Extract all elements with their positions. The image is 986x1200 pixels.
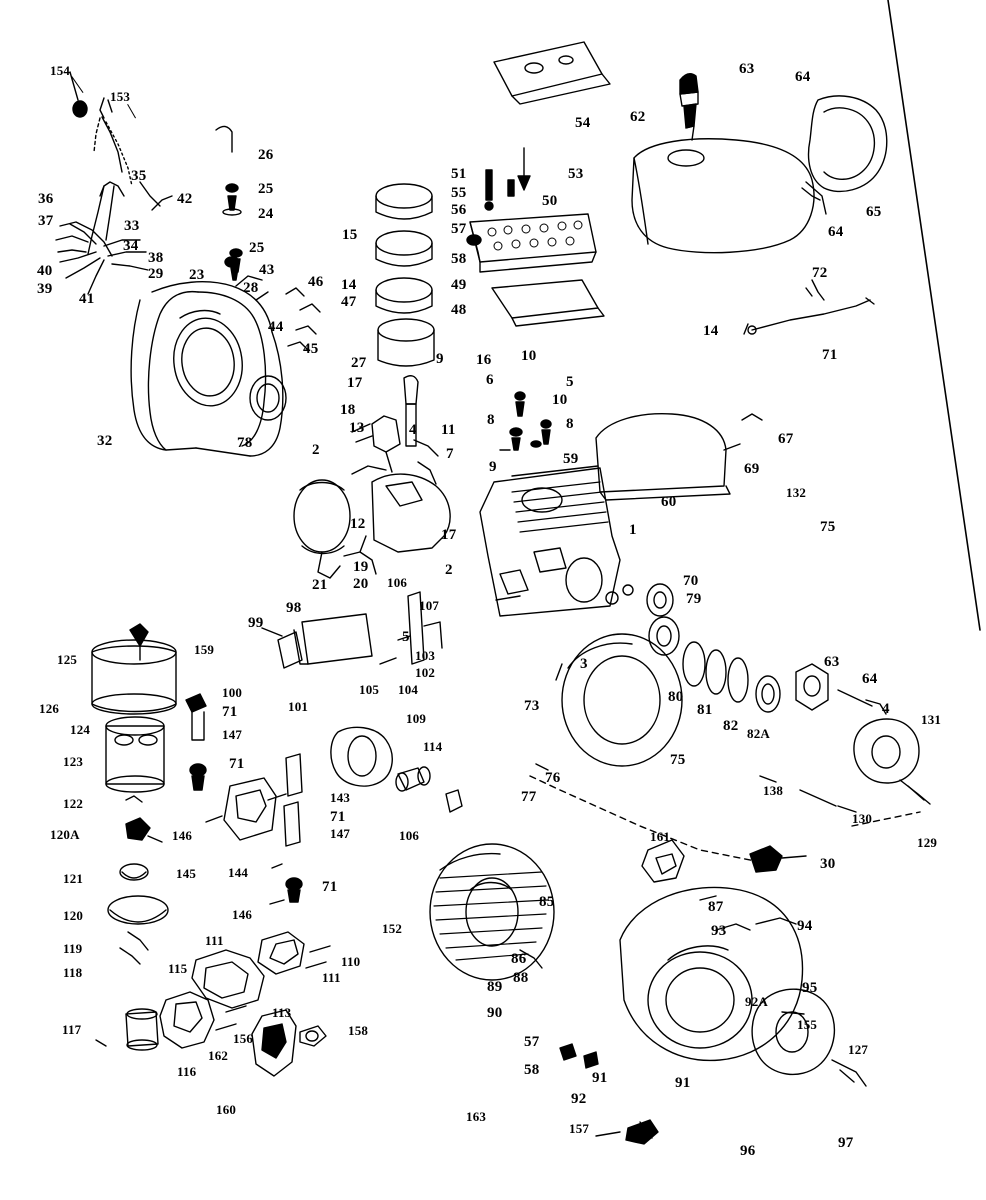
callout-163: 163 bbox=[466, 1109, 487, 1124]
callout-49: 49 bbox=[451, 277, 467, 293]
callout-106b: 106 bbox=[399, 828, 420, 843]
callout-125: 125 bbox=[57, 652, 78, 667]
callout-50: 50 bbox=[542, 193, 558, 209]
callout-8a: 8 bbox=[487, 412, 495, 428]
callout-144: 144 bbox=[228, 865, 249, 880]
callout-162: 162 bbox=[208, 1048, 229, 1063]
callout-87: 87 bbox=[708, 899, 724, 915]
callout-40: 40 bbox=[37, 263, 53, 279]
callout-71e: 71 bbox=[322, 879, 338, 895]
callout-71d: 71 bbox=[330, 809, 346, 825]
callout-94: 94 bbox=[797, 918, 813, 934]
callout-132: 132 bbox=[786, 485, 807, 500]
callout-70: 70 bbox=[683, 573, 699, 589]
callout-71c: 71 bbox=[229, 756, 245, 772]
callout-37: 37 bbox=[38, 213, 54, 229]
callout-116: 116 bbox=[177, 1064, 197, 1079]
callout-157: 157 bbox=[569, 1121, 590, 1136]
callout-55: 55 bbox=[451, 185, 467, 201]
callout-5b: 5 bbox=[402, 629, 410, 645]
callout-63b: 63 bbox=[824, 654, 840, 670]
callout-18: 18 bbox=[340, 402, 356, 418]
callout-117: 117 bbox=[62, 1022, 82, 1037]
callout-107: 107 bbox=[419, 598, 440, 613]
callout-76: 76 bbox=[545, 770, 561, 786]
callout-80: 80 bbox=[668, 689, 684, 705]
callout-62: 62 bbox=[630, 109, 646, 125]
callout-155: 155 bbox=[797, 1017, 818, 1032]
callout-145: 145 bbox=[176, 866, 197, 881]
callout-16: 16 bbox=[476, 352, 492, 368]
callout-32: 32 bbox=[97, 433, 113, 449]
callout-35: 35 bbox=[131, 168, 147, 184]
callout-58b: 58 bbox=[524, 1062, 540, 1078]
callout-10b: 10 bbox=[552, 392, 568, 408]
callout-28: 28 bbox=[243, 280, 259, 296]
callout-110: 110 bbox=[341, 954, 361, 969]
callout-123: 123 bbox=[63, 754, 84, 769]
callout-159: 159 bbox=[194, 642, 215, 657]
callout-5: 5 bbox=[566, 374, 574, 390]
callout-161: 161 bbox=[650, 829, 671, 844]
callout-143: 143 bbox=[330, 790, 351, 805]
callout-118: 118 bbox=[63, 965, 83, 980]
callout-115: 115 bbox=[168, 961, 188, 976]
callout-2b: 2 bbox=[445, 562, 453, 578]
callout-78: 78 bbox=[237, 435, 253, 451]
callout-6: 6 bbox=[486, 372, 494, 388]
callout-129: 129 bbox=[917, 835, 938, 850]
callout-122: 122 bbox=[63, 796, 84, 811]
callout-120A: 120A bbox=[50, 827, 80, 842]
callout-111b: 111 bbox=[322, 970, 341, 985]
callout-138: 138 bbox=[763, 783, 784, 798]
callout-98: 98 bbox=[286, 600, 302, 616]
callout-34: 34 bbox=[123, 238, 139, 254]
callout-77: 77 bbox=[521, 789, 537, 805]
callout-75a: 75 bbox=[820, 519, 836, 535]
callout-1: 1 bbox=[629, 522, 637, 538]
callout-158: 158 bbox=[348, 1023, 369, 1038]
callout-15: 15 bbox=[342, 227, 358, 243]
callout-82A: 82A bbox=[747, 726, 770, 741]
callout-4a: 4 bbox=[409, 422, 417, 438]
callout-60: 60 bbox=[661, 494, 677, 510]
callout-45: 45 bbox=[303, 341, 319, 357]
callout-85: 85 bbox=[539, 894, 555, 910]
callout-47: 47 bbox=[341, 294, 357, 310]
callout-53: 53 bbox=[568, 166, 584, 182]
callout-109: 109 bbox=[406, 711, 427, 726]
callout-120: 120 bbox=[63, 908, 84, 923]
callout-126: 126 bbox=[39, 701, 60, 716]
callout-147a: 147 bbox=[222, 727, 243, 742]
callout-79: 79 bbox=[686, 591, 702, 607]
callout-19: 19 bbox=[353, 559, 369, 575]
callout-41: 41 bbox=[79, 291, 95, 307]
callout-48: 48 bbox=[451, 302, 467, 318]
callout-113: 113 bbox=[272, 1005, 292, 1020]
callout-124: 124 bbox=[70, 722, 91, 737]
callout-71b: 71 bbox=[222, 704, 238, 720]
callout-92A: 92A bbox=[745, 994, 768, 1009]
callout-160: 160 bbox=[216, 1102, 237, 1117]
callout-127: 127 bbox=[848, 1042, 869, 1057]
callout-54: 54 bbox=[575, 115, 591, 131]
callout-81: 81 bbox=[697, 702, 713, 718]
callout-103: 103 bbox=[415, 648, 436, 663]
callout-130: 130 bbox=[852, 811, 873, 826]
callout-90: 90 bbox=[487, 1005, 503, 1021]
callout-29: 29 bbox=[148, 266, 164, 282]
callout-10a: 10 bbox=[521, 348, 537, 364]
callout-42: 42 bbox=[177, 191, 193, 207]
callout-75b: 75 bbox=[670, 752, 686, 768]
callout-17b: 17 bbox=[441, 527, 457, 543]
callout-102: 102 bbox=[415, 665, 436, 680]
callout-93: 93 bbox=[711, 923, 727, 939]
callout-64b: 64 bbox=[828, 224, 844, 240]
callout-12: 12 bbox=[350, 516, 366, 532]
callout-65: 65 bbox=[866, 204, 882, 220]
callout-153: 153 bbox=[110, 89, 131, 104]
callout-2a: 2 bbox=[312, 442, 320, 458]
callout-91b: 91 bbox=[675, 1075, 691, 1091]
callout-91: 91 bbox=[592, 1070, 608, 1086]
callout-17: 17 bbox=[347, 375, 363, 391]
callout-38: 38 bbox=[148, 250, 164, 266]
callout-105: 105 bbox=[359, 682, 380, 697]
callout-59: 59 bbox=[563, 451, 579, 467]
callout-146b: 146 bbox=[232, 907, 253, 922]
callout-3: 3 bbox=[580, 656, 588, 672]
callout-104: 104 bbox=[398, 682, 419, 697]
callout-147b: 147 bbox=[330, 826, 351, 841]
callout-27: 27 bbox=[351, 355, 367, 371]
callout-30: 30 bbox=[820, 856, 836, 872]
callout-89: 89 bbox=[487, 979, 503, 995]
callout-33: 33 bbox=[124, 218, 140, 234]
callout-46: 46 bbox=[308, 274, 324, 290]
callout-8b: 8 bbox=[566, 416, 574, 432]
callout-119: 119 bbox=[63, 941, 83, 956]
callout-7: 7 bbox=[446, 446, 454, 462]
callout-56: 56 bbox=[451, 202, 467, 218]
callout-25b: 25 bbox=[249, 240, 265, 256]
callout-73: 73 bbox=[524, 698, 540, 714]
callout-69: 69 bbox=[744, 461, 760, 477]
callout-63: 63 bbox=[739, 61, 755, 77]
callout-11: 11 bbox=[441, 422, 456, 438]
callout-95: 95 bbox=[802, 980, 818, 996]
callout-57: 57 bbox=[451, 221, 467, 237]
callout-14b: 14 bbox=[703, 323, 719, 339]
callout-111: 111 bbox=[205, 933, 224, 948]
callout-114: 114 bbox=[423, 739, 443, 754]
callout-9b: 9 bbox=[489, 459, 497, 475]
callout-86: 86 bbox=[511, 951, 527, 967]
callout-57b: 57 bbox=[524, 1034, 540, 1050]
callout-26: 26 bbox=[258, 147, 274, 163]
callout-88: 88 bbox=[513, 970, 529, 986]
callout-23: 23 bbox=[189, 267, 205, 283]
callout-14a: 14 bbox=[341, 277, 357, 293]
callout-71a: 71 bbox=[822, 347, 838, 363]
callout-13: 13 bbox=[349, 420, 365, 436]
callout-58a: 58 bbox=[451, 251, 467, 267]
callout-39: 39 bbox=[37, 281, 53, 297]
callout-4b: 4 bbox=[882, 701, 890, 717]
callout-99: 99 bbox=[248, 615, 264, 631]
callout-106a: 106 bbox=[387, 575, 408, 590]
callout-156: 156 bbox=[233, 1031, 254, 1046]
callout-92: 92 bbox=[571, 1091, 587, 1107]
callout-9a: 9 bbox=[436, 351, 444, 367]
callout-51: 51 bbox=[451, 166, 467, 182]
callout-43: 43 bbox=[259, 262, 275, 278]
callout-24: 24 bbox=[258, 206, 274, 222]
callout-25a: 25 bbox=[258, 181, 274, 197]
callout-131: 131 bbox=[921, 712, 942, 727]
callout-64t: 64 bbox=[795, 69, 811, 85]
callout-100: 100 bbox=[222, 685, 243, 700]
callout-101: 101 bbox=[288, 699, 309, 714]
callout-154: 154 bbox=[50, 63, 71, 78]
callout-96: 96 bbox=[740, 1143, 756, 1159]
callout-44: 44 bbox=[268, 319, 284, 335]
callout-36: 36 bbox=[38, 191, 54, 207]
callout-20: 20 bbox=[353, 576, 369, 592]
callout-82: 82 bbox=[723, 718, 739, 734]
callout-67: 67 bbox=[778, 431, 794, 447]
callout-97: 97 bbox=[838, 1135, 854, 1151]
callout-64c: 64 bbox=[862, 671, 878, 687]
callout-121: 121 bbox=[63, 871, 84, 886]
callout-72: 72 bbox=[812, 265, 828, 281]
callout-146a: 146 bbox=[172, 828, 193, 843]
callout-152: 152 bbox=[382, 921, 403, 936]
callout-21: 21 bbox=[312, 577, 328, 593]
